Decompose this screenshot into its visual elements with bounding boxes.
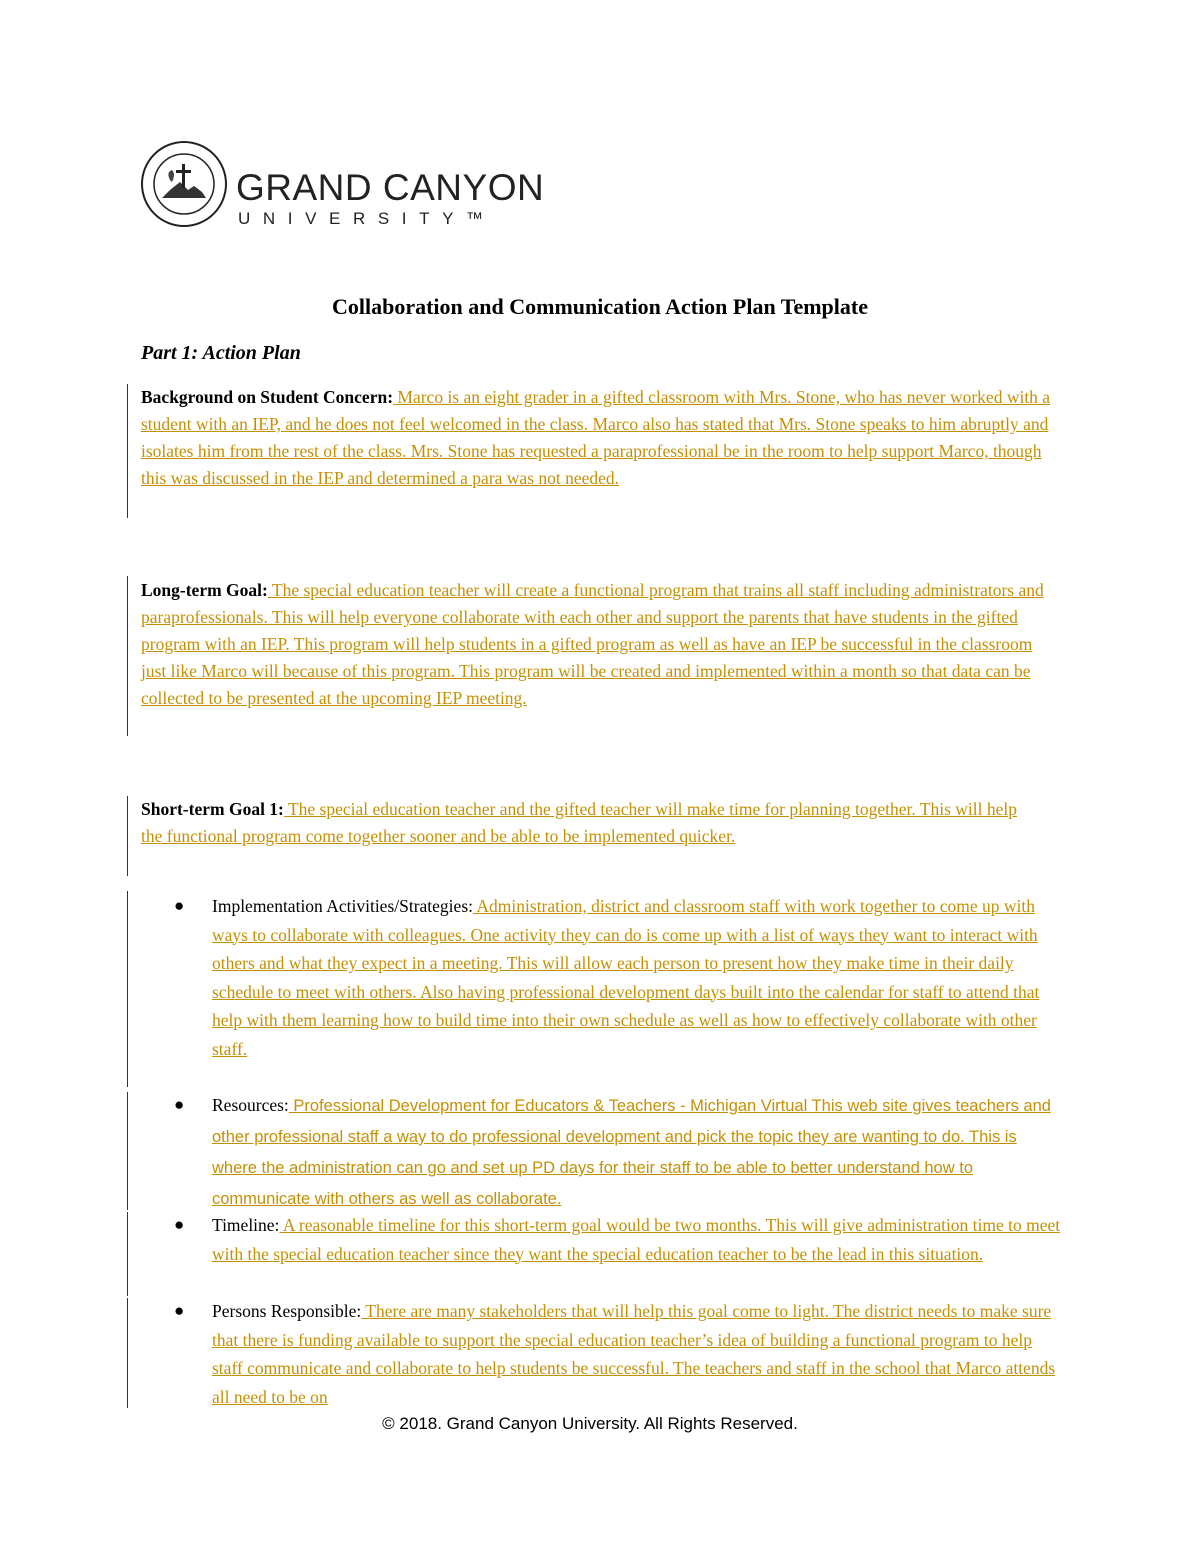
change-bar [127, 796, 128, 876]
bullet-persons-responsible [174, 1297, 1062, 1411]
bullet-dot: ● [174, 1301, 185, 1320]
university-logo [140, 140, 545, 228]
bullet-implementation [174, 892, 1062, 1063]
short-term-goal-1-text: The special education teacher and the gifted teacher will make time for planning together. This will help the functional program come together sooner and be able to be implemented quicker. [141, 799, 1018, 846]
short-term-goal-1-label: Short-term Goal 1: [141, 799, 284, 819]
background-label: Background on Student Concern: [141, 387, 394, 407]
long-term-goal-text: The special education teacher will create a functional program that trains all staff including administrators and paraprofessionals. This will help everyone collaborate with each other and support the parents that have students in the gifted program with an IEP. This program will help students in a gifted program as well as have an IEP be successful in the classroom just like Marco will because of this program. This program will be created and implemented within a month so that data can be collected to be presented at the upcoming IEP meeting. [141, 580, 1044, 708]
timeline-label: Timeline: [212, 1215, 280, 1235]
implementation-label: Implementation Activities/Strategies: [212, 896, 473, 916]
bullet-dot: ● [174, 896, 185, 915]
bullet-dot: ● [174, 1095, 185, 1114]
logo-name: GRAND CANYON [236, 167, 545, 208]
change-bar [127, 384, 128, 518]
bullet-timeline [174, 1211, 1062, 1268]
background-text: Marco is an eight grader in a gifted classroom with Mrs. Stone, who has never worked with a student with an IEP, and he does not feel welcomed in the class. Marco also has stated that Mrs. Stone speaks to him abruptly and isolates him from the rest of the class. Mrs. Stone has requested a paraprofessional be in the room to help support Marco, though this was discussed in the IEP and determined a para was not needed. [141, 387, 1051, 488]
change-bar [127, 576, 128, 736]
part-heading: Part 1: Action Plan [141, 342, 301, 364]
persons-responsible-text: There are many stakeholders that will help this goal come to light. The district needs to make sure that there is funding available to support the special education teacher’s idea of building a functional program to help staff communicate and collaborate to help students be successful. The teachers and staff in the school that Marco attends all need to be on [212, 1301, 1056, 1407]
implementation-text: Administration, district and classroom staff with work together to come up with ways to collaborate with colleagues. One activity they can do is come up with a list of ways they want to interact with others and what they expect in a meeting. This will allow each person to present how they make time in their daily schedule to meet with others. Also having professional development days built into the calendar for staff to attend that help with them learning how to build time into their own schedule as well as how to effectively collaborate with other staff. [212, 896, 1040, 1059]
change-bar [127, 1298, 128, 1408]
short-term-goal-1-section [141, 796, 1041, 850]
copyright-footer: © 2018. Grand Canyon University. All Rights Reserved. [382, 1414, 798, 1433]
long-term-goal-label: Long-term Goal: [141, 580, 268, 600]
bullet-dot: ● [174, 1215, 185, 1234]
long-term-goal-section [141, 577, 1061, 712]
logo-subtitle: UNIVERSITY™ [238, 209, 496, 228]
document-title: Collaboration and Communication Action Plan Template [331, 294, 868, 319]
resources-label: Resources: [212, 1095, 289, 1115]
background-section [141, 384, 1061, 492]
persons-responsible-label: Persons Responsible: [212, 1301, 362, 1321]
university-seal-icon [140, 140, 228, 228]
change-bar [127, 1092, 128, 1210]
change-bar [127, 891, 128, 1087]
resources-text: Professional Development for Educators & Teachers - Michigan Virtual This web site gives teachers and other professional staff a way to do professional development and pick the topic they are wanting to do. This is where the administration can go and set up PD days for their staff to be able to better understand how to communicate with others as well as collaborate. [212, 1097, 1051, 1208]
timeline-text: A reasonable timeline for this short-term goal would be two months. This will give administration time to meet with the special education teacher since they want the special education teacher to be the lead in this situation. [212, 1215, 1061, 1264]
bullet-resources [174, 1090, 1062, 1214]
change-bar [127, 1212, 128, 1296]
